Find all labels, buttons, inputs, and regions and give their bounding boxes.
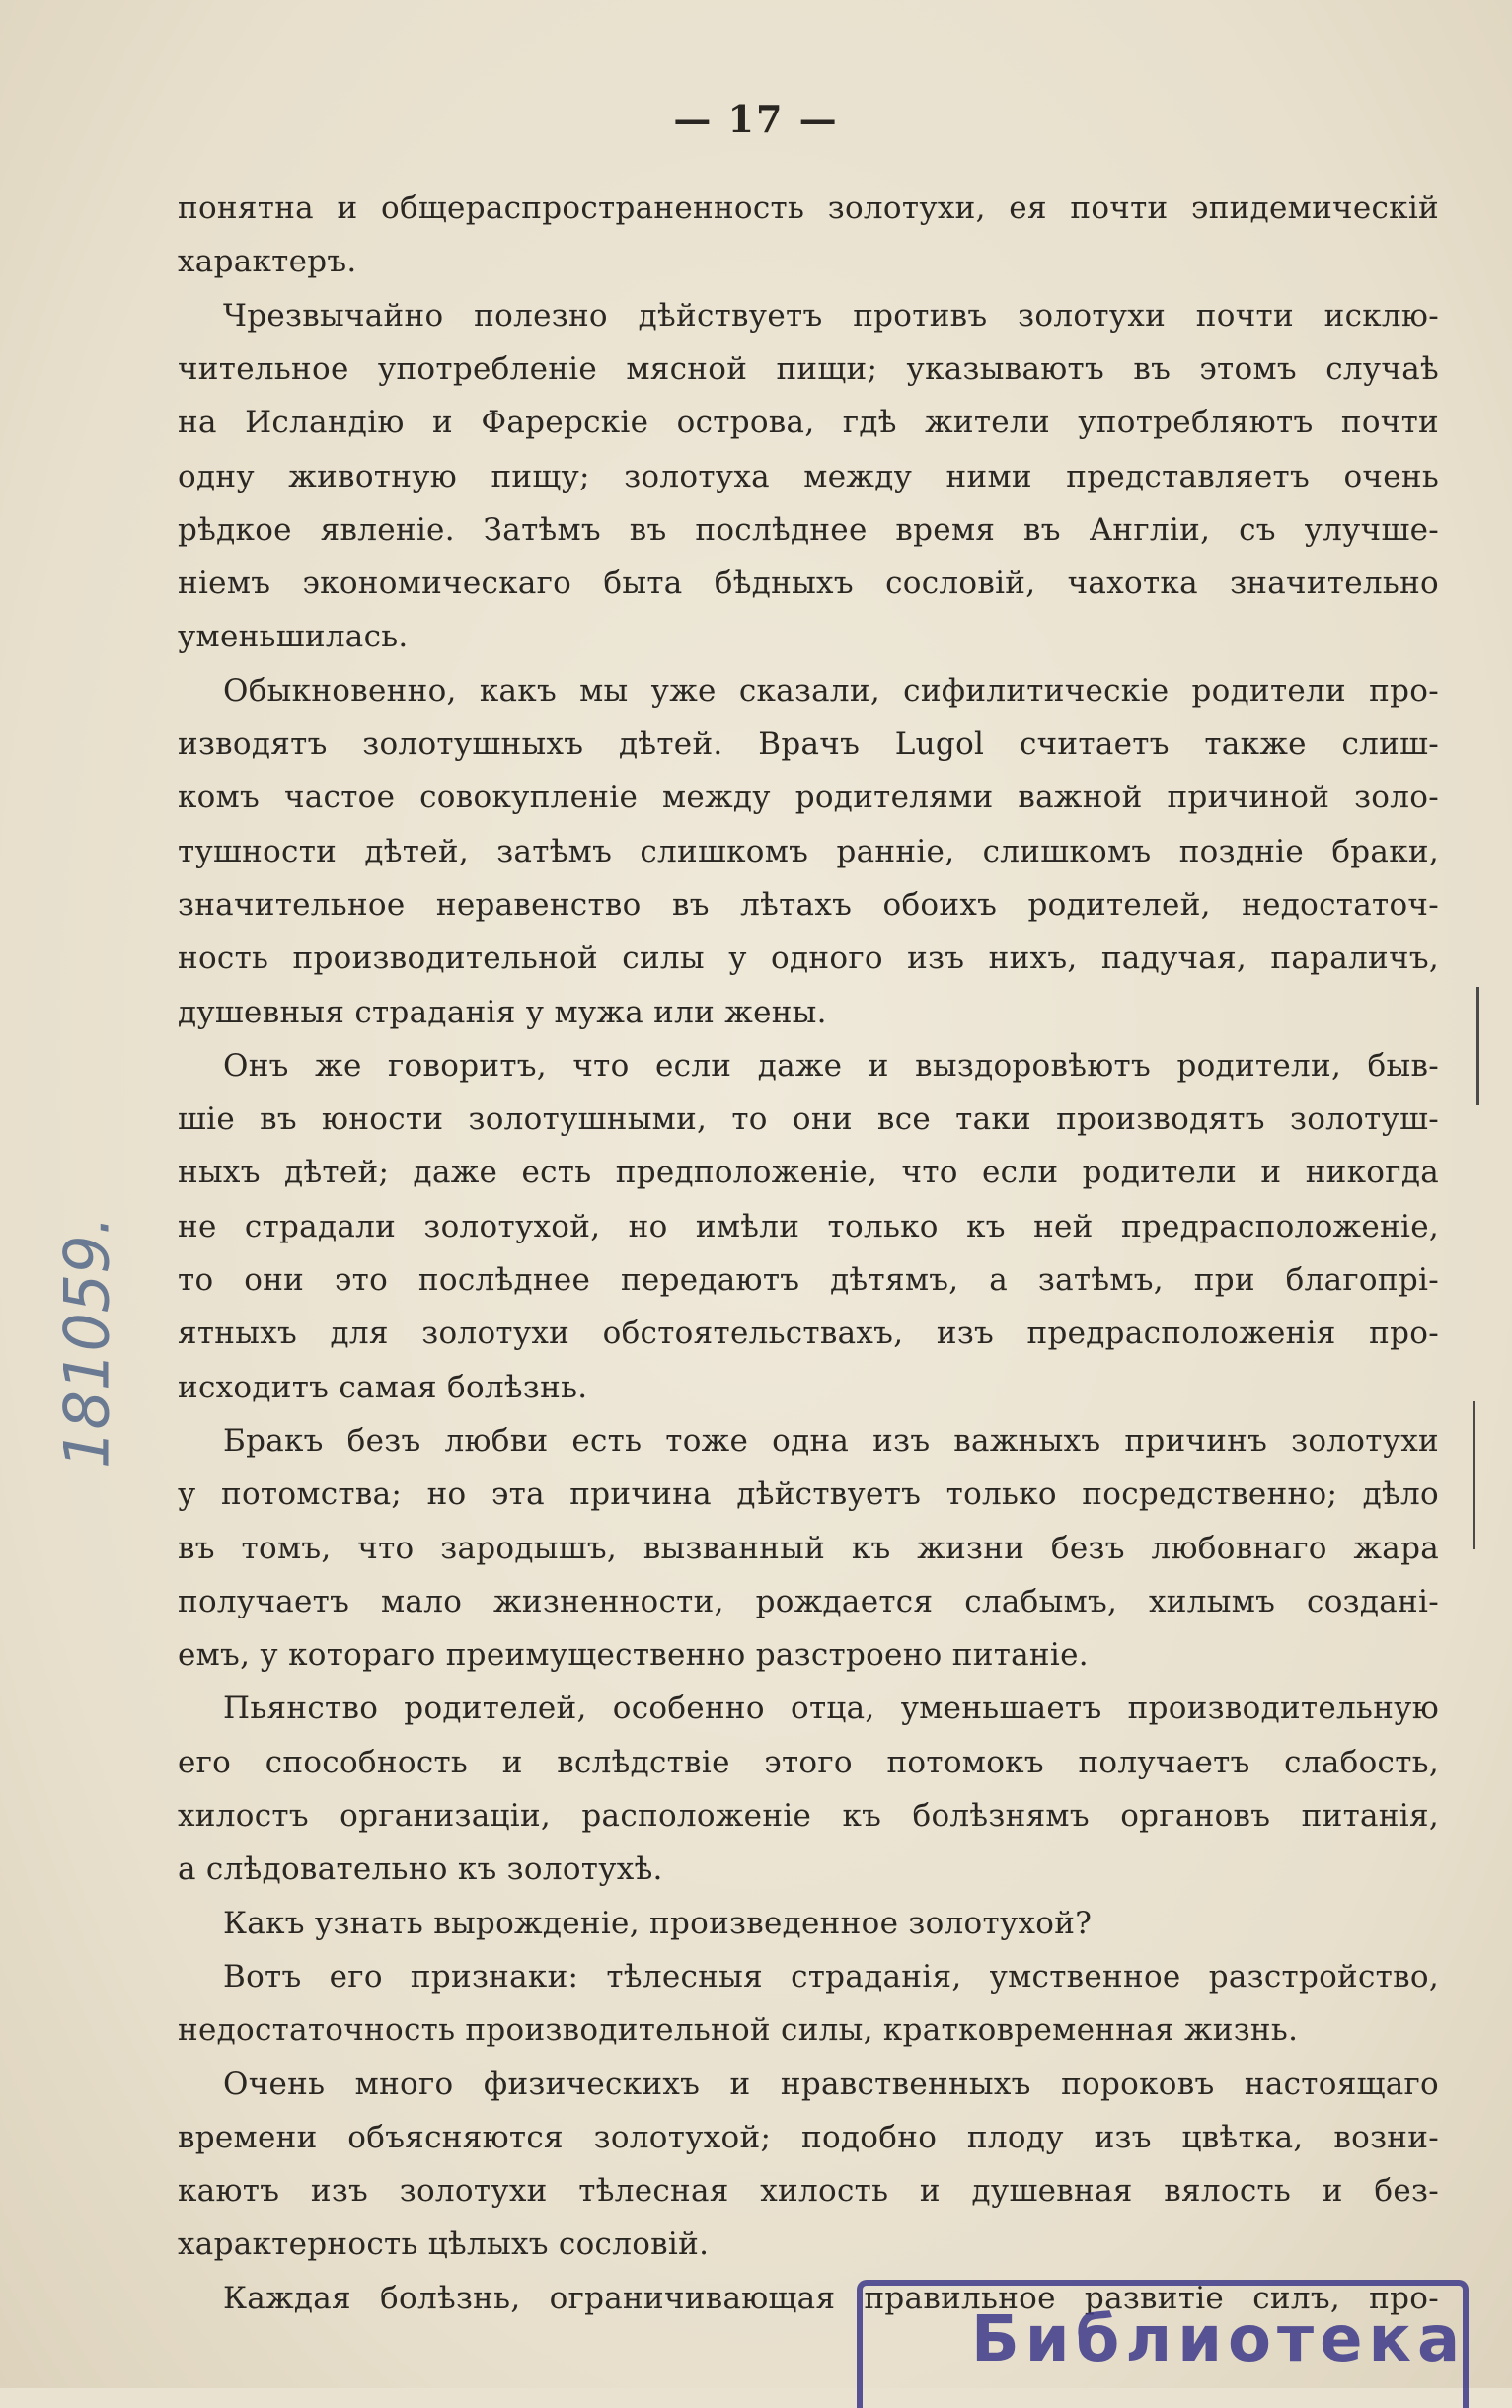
text-line: ность производительной силы у одного изъ нихъ, падучая, параличъ, bbox=[178, 941, 1439, 977]
text-line: не страдали золотухой, но имѣли только къ ней предрасположеніе, bbox=[178, 1208, 1439, 1244]
text-line: хилостъ организаціи, расположеніе къ болѣзнямъ органовъ питанія, bbox=[178, 1798, 1439, 1834]
text-line: значительное неравенство въ лѣтахъ обоихъ родителей, недостаточ- bbox=[178, 886, 1439, 923]
text-line: Пьянство родителей, особенно отца, уменьшаетъ производительную bbox=[223, 1691, 1439, 1727]
text-line: шіе въ юности золотушными, то они все таки производятъ золотуш- bbox=[178, 1101, 1439, 1138]
text-line: Какъ узнать вырожденіе, произведенное золотухой? bbox=[223, 1905, 1093, 1941]
text-line: а слѣдовательно къ золотухѣ. bbox=[178, 1851, 663, 1888]
library-stamp: Библиотека bbox=[857, 2280, 1469, 2408]
text-line: чительное употребленіе мясной пищи; указываютъ въ этомъ случаѣ bbox=[178, 350, 1439, 387]
text-line: характеръ. bbox=[178, 244, 357, 280]
text-line: Вотъ его признаки: тѣлесныя страданія, умственное разстройство, bbox=[223, 1958, 1439, 1994]
text-line: времени объясняются золотухой; подобно плоду изъ цвѣтка, возни- bbox=[178, 2119, 1439, 2155]
text-line: получаетъ мало жизненности, рождается слабымъ, хилымъ создані- bbox=[178, 1583, 1439, 1619]
handwritten-margin-note: 181059. bbox=[50, 1215, 123, 1469]
text-line: на Исландію и Фарерскіе острова, гдѣ жители употребляютъ почти bbox=[178, 405, 1439, 441]
text-line: характерность цѣлыхъ сословій. bbox=[178, 2226, 710, 2263]
text-line: Чрезвычайно полезно дѣйствуетъ противъ золотухи почти исклю- bbox=[223, 297, 1439, 334]
text-line: у потомства; но эта причина дѣйствуетъ только посредственно; дѣло bbox=[178, 1476, 1439, 1513]
text-line: ятныхъ для золотухи обстоятельствахъ, изъ предрасположенія про- bbox=[178, 1316, 1439, 1352]
text-line: Онъ же говоритъ, что если даже и выздоровѣютъ родители, быв- bbox=[223, 1047, 1439, 1084]
text-line: его способность и вслѣдствіе этого потомокъ получаетъ слабость, bbox=[178, 1744, 1439, 1780]
page-edge-mark bbox=[1476, 987, 1479, 1105]
text-line: понятна и общераспространенность золотухи, ея почти эпидемическій bbox=[178, 190, 1439, 226]
text-line: тушности дѣтей, затѣмъ слишкомъ ранніе, слишкомъ поздніе браки, bbox=[178, 833, 1439, 869]
text-line: комъ частое совокупленіе между родителями важной причиной золо- bbox=[178, 780, 1439, 816]
text-line: Очень много физическихъ и нравственныхъ пороковъ настоящаго bbox=[223, 2066, 1439, 2102]
text-line: Бракъ безъ любви есть тоже одна изъ важныхъ причинъ золотухи bbox=[223, 1422, 1439, 1459]
text-line: недостаточность производительной силы, кратковременная жизнь. bbox=[178, 2012, 1299, 2049]
text-line: рѣдкое явленіе. Затѣмъ въ послѣднее время въ Англіи, съ улучше- bbox=[178, 511, 1439, 548]
text-line: душевныя страданія у мужа или жены. bbox=[178, 994, 827, 1030]
page-number: — 17 — bbox=[673, 97, 839, 141]
text-line: въ томъ, что зародышъ, вызванный къ жизни безъ любовнаго жара bbox=[178, 1530, 1439, 1566]
page-edge-mark bbox=[1473, 1401, 1475, 1549]
text-line: емъ, у котораго преимущественно разстроено питаніе. bbox=[178, 1637, 1089, 1674]
text-line: исходитъ самая болѣзнь. bbox=[178, 1369, 588, 1405]
text-line: уменьшилась. bbox=[178, 619, 409, 655]
text-line: Каждая болѣзнь, ограничивающая правильное развитіе силъ, про- bbox=[223, 2280, 1439, 2316]
text-line: ныхъ дѣтей; даже есть предположеніе, что если родители и никогда bbox=[178, 1155, 1439, 1191]
text-line: ніемъ экономическаго быта бѣдныхъ сословій, чахотка значительно bbox=[178, 565, 1439, 602]
text-line: Обыкновенно, какъ мы уже сказали, сифилитическіе родители про- bbox=[223, 672, 1439, 709]
text-line: одну животную пищу; золотуха между ними представляетъ очень bbox=[178, 458, 1439, 494]
text-line: то они это послѣднее передаютъ дѣтямъ, а затѣмъ, при благопрі- bbox=[178, 1262, 1439, 1298]
text-line: каютъ изъ золотухи тѣлесная хилость и душевная вялость и без- bbox=[178, 2173, 1439, 2210]
text-line: изводятъ золотушныхъ дѣтей. Врачъ Lugol считаетъ также слиш- bbox=[178, 726, 1439, 762]
